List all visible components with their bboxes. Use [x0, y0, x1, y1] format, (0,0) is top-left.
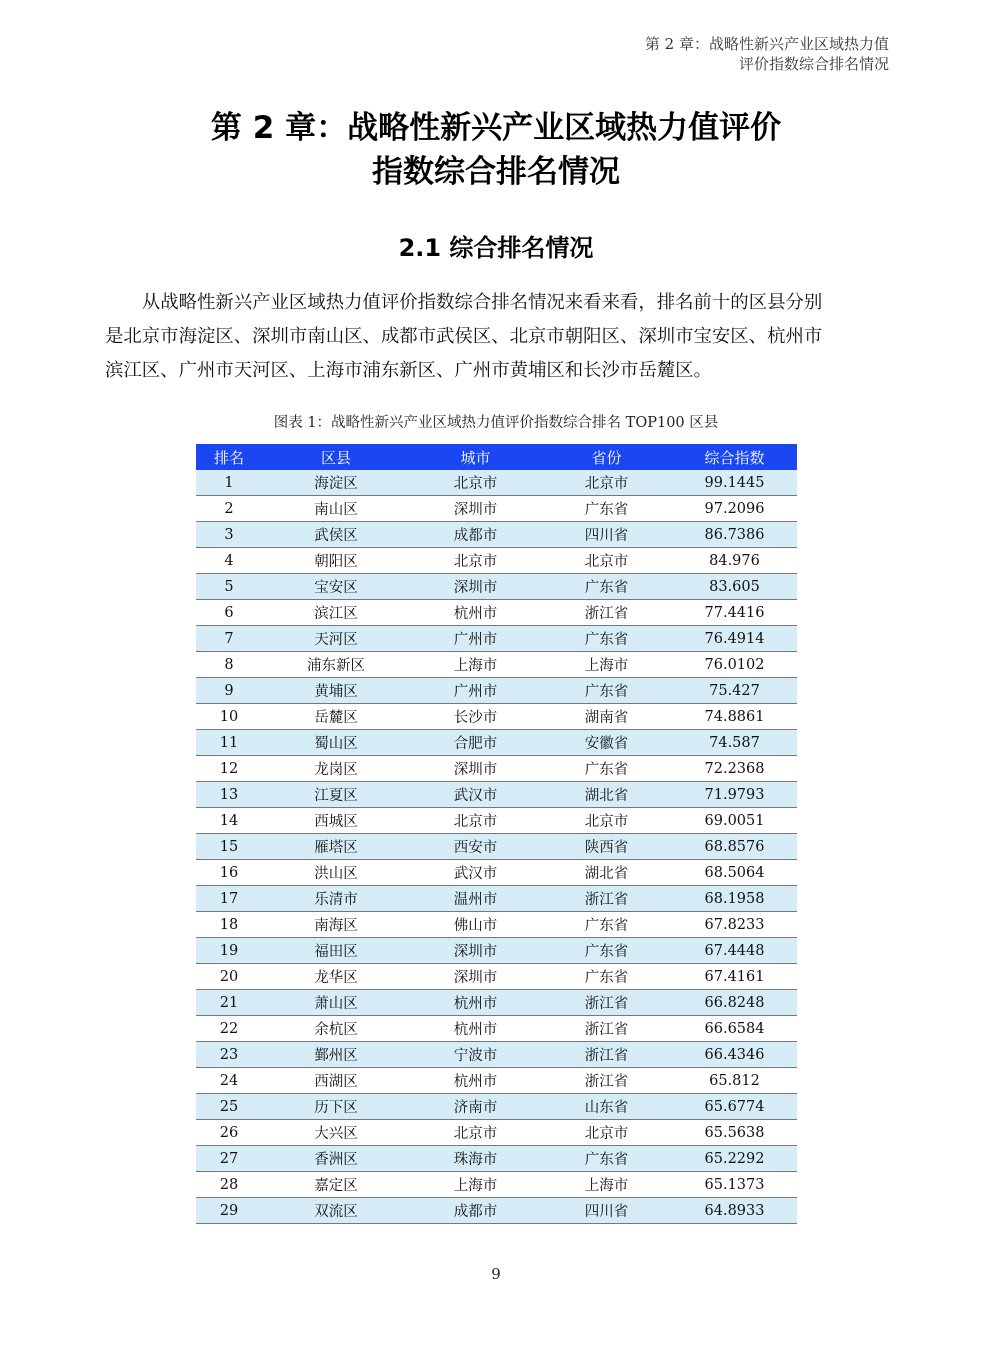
cell-city: 杭州市	[410, 990, 541, 1016]
table-row	[196, 886, 797, 912]
cell-district: 南海区	[262, 912, 410, 938]
cell-city: 宁波市	[410, 1042, 541, 1068]
cell-city: 深圳市	[410, 964, 541, 990]
cell-rank: 7	[196, 626, 262, 652]
section-title: 2.1 综合排名情况	[398, 234, 594, 262]
table-row	[196, 1042, 797, 1068]
cell-rank: 10	[196, 704, 262, 730]
table-row	[196, 1068, 797, 1094]
cell-rank: 19	[196, 938, 262, 964]
cell-province: 浙江省	[541, 886, 672, 912]
cell-province: 上海市	[541, 652, 672, 678]
cell-province: 北京市	[541, 548, 672, 574]
table-row	[196, 522, 797, 548]
cell-province: 上海市	[541, 1172, 672, 1198]
paragraph-line-1: 从战略性新兴产业区域热力值评价指数综合排名情况来看来看，排名前十的区县分别	[141, 292, 823, 313]
cell-province: 广东省	[541, 964, 672, 990]
cell-rank: 22	[196, 1016, 262, 1042]
cell-province: 浙江省	[541, 1016, 672, 1042]
cell-index: 72.2368	[672, 756, 797, 782]
cell-rank: 15	[196, 834, 262, 860]
cell-index: 65.812	[672, 1068, 797, 1094]
cell-district: 浦东新区	[262, 652, 410, 678]
table-row	[196, 782, 797, 808]
cell-province: 广东省	[541, 1146, 672, 1172]
cell-city: 广州市	[410, 678, 541, 704]
cell-city: 上海市	[410, 652, 541, 678]
cell-city: 北京市	[410, 470, 541, 496]
cell-district: 雁塔区	[262, 834, 410, 860]
cell-rank: 2	[196, 496, 262, 522]
table-row	[196, 678, 797, 704]
cell-index: 66.4346	[672, 1042, 797, 1068]
cell-index: 99.1445	[672, 470, 797, 496]
cell-province: 广东省	[541, 678, 672, 704]
cell-city: 珠海市	[410, 1146, 541, 1172]
page-number: 9	[491, 1265, 501, 1283]
cell-province: 四川省	[541, 1198, 672, 1224]
cell-index: 75.427	[672, 678, 797, 704]
cell-province: 湖南省	[541, 704, 672, 730]
cell-index: 74.587	[672, 730, 797, 756]
chapter-title-line-1: 第 2 章：战略性新兴产业区域热力值评价	[210, 110, 782, 146]
running-header	[389, 34, 889, 74]
cell-rank: 5	[196, 574, 262, 600]
cell-index: 76.4914	[672, 626, 797, 652]
cell-district: 武侯区	[262, 522, 410, 548]
table-row	[196, 1198, 797, 1224]
table-row	[196, 652, 797, 678]
cell-index: 66.8248	[672, 990, 797, 1016]
cell-city: 温州市	[410, 886, 541, 912]
cell-city: 深圳市	[410, 574, 541, 600]
cell-district: 余杭区	[262, 1016, 410, 1042]
cell-province: 浙江省	[541, 600, 672, 626]
header-rank: 排名	[196, 444, 262, 470]
table-row	[196, 938, 797, 964]
table-row	[196, 1120, 797, 1146]
cell-rank: 11	[196, 730, 262, 756]
cell-rank: 6	[196, 600, 262, 626]
table-row	[196, 990, 797, 1016]
cell-district: 龙华区	[262, 964, 410, 990]
cell-index: 65.1373	[672, 1172, 797, 1198]
table-row	[196, 1172, 797, 1198]
table-header-row	[196, 444, 797, 470]
cell-province: 山东省	[541, 1094, 672, 1120]
cell-index: 68.8576	[672, 834, 797, 860]
cell-district: 福田区	[262, 938, 410, 964]
table-row	[196, 496, 797, 522]
cell-district: 大兴区	[262, 1120, 410, 1146]
cell-province: 广东省	[541, 626, 672, 652]
cell-city: 佛山市	[410, 912, 541, 938]
cell-province: 湖北省	[541, 782, 672, 808]
cell-rank: 21	[196, 990, 262, 1016]
cell-rank: 18	[196, 912, 262, 938]
table-row	[196, 1016, 797, 1042]
cell-district: 乐清市	[262, 886, 410, 912]
cell-district: 龙岗区	[262, 756, 410, 782]
table-row	[196, 912, 797, 938]
cell-index: 69.0051	[672, 808, 797, 834]
cell-city: 深圳市	[410, 756, 541, 782]
cell-index: 68.1958	[672, 886, 797, 912]
table-caption: 图表 1：战略性新兴产业区域热力值评价指数综合排名 TOP100 区县	[273, 415, 719, 431]
cell-rank: 17	[196, 886, 262, 912]
cell-city: 武汉市	[410, 782, 541, 808]
cell-city: 杭州市	[410, 1016, 541, 1042]
header-district: 区县	[262, 444, 410, 470]
table-row	[196, 860, 797, 886]
running-header-line-1: 第 2 章：战略性新兴产业区域热力值	[644, 35, 889, 53]
header-city: 城市	[410, 444, 541, 470]
cell-city: 上海市	[410, 1172, 541, 1198]
cell-index: 65.5638	[672, 1120, 797, 1146]
cell-province: 广东省	[541, 496, 672, 522]
cell-rank: 13	[196, 782, 262, 808]
cell-rank: 28	[196, 1172, 262, 1198]
body-paragraph	[105, 286, 888, 388]
cell-rank: 14	[196, 808, 262, 834]
cell-city: 成都市	[410, 522, 541, 548]
cell-district: 西城区	[262, 808, 410, 834]
ranking-table	[196, 444, 797, 1224]
cell-index: 65.6774	[672, 1094, 797, 1120]
cell-province: 广东省	[541, 574, 672, 600]
cell-rank: 8	[196, 652, 262, 678]
cell-rank: 25	[196, 1094, 262, 1120]
cell-index: 71.9793	[672, 782, 797, 808]
table-row	[196, 548, 797, 574]
cell-province: 广东省	[541, 756, 672, 782]
header-index: 综合指数	[672, 444, 797, 470]
cell-rank: 4	[196, 548, 262, 574]
cell-district: 宝安区	[262, 574, 410, 600]
cell-rank: 16	[196, 860, 262, 886]
table-row	[196, 574, 797, 600]
cell-district: 鄞州区	[262, 1042, 410, 1068]
cell-city: 北京市	[410, 808, 541, 834]
table-row	[196, 730, 797, 756]
cell-province: 浙江省	[541, 1042, 672, 1068]
cell-index: 77.4416	[672, 600, 797, 626]
cell-index: 74.8861	[672, 704, 797, 730]
cell-rank: 1	[196, 470, 262, 496]
cell-rank: 29	[196, 1198, 262, 1224]
cell-province: 浙江省	[541, 990, 672, 1016]
cell-rank: 23	[196, 1042, 262, 1068]
cell-city: 北京市	[410, 548, 541, 574]
cell-rank: 9	[196, 678, 262, 704]
cell-district: 南山区	[262, 496, 410, 522]
cell-index: 67.4448	[672, 938, 797, 964]
table-row	[196, 756, 797, 782]
cell-rank: 3	[196, 522, 262, 548]
paragraph-line-2: 是北京市海淀区、深圳市南山区、成都市武侯区、北京市朝阳区、深圳市宝安区、杭州市	[105, 326, 823, 347]
cell-district: 朝阳区	[262, 548, 410, 574]
cell-rank: 26	[196, 1120, 262, 1146]
cell-district: 蜀山区	[262, 730, 410, 756]
cell-index: 65.2292	[672, 1146, 797, 1172]
cell-index: 67.4161	[672, 964, 797, 990]
cell-city: 北京市	[410, 1120, 541, 1146]
cell-index: 68.5064	[672, 860, 797, 886]
cell-city: 杭州市	[410, 1068, 541, 1094]
cell-index: 86.7386	[672, 522, 797, 548]
cell-city: 长沙市	[410, 704, 541, 730]
cell-province: 广东省	[541, 938, 672, 964]
cell-district: 江夏区	[262, 782, 410, 808]
cell-index: 64.8933	[672, 1198, 797, 1224]
cell-district: 滨江区	[262, 600, 410, 626]
cell-city: 广州市	[410, 626, 541, 652]
cell-district: 双流区	[262, 1198, 410, 1224]
table-row	[196, 808, 797, 834]
cell-province: 浙江省	[541, 1068, 672, 1094]
table-row	[196, 1146, 797, 1172]
cell-district: 西湖区	[262, 1068, 410, 1094]
cell-index: 67.8233	[672, 912, 797, 938]
cell-district: 洪山区	[262, 860, 410, 886]
cell-index: 97.2096	[672, 496, 797, 522]
cell-city: 深圳市	[410, 496, 541, 522]
cell-city: 杭州市	[410, 600, 541, 626]
cell-city: 武汉市	[410, 860, 541, 886]
cell-district: 海淀区	[262, 470, 410, 496]
chapter-title-line-2: 指数综合排名情况	[372, 154, 620, 190]
cell-index: 76.0102	[672, 652, 797, 678]
cell-district: 黄埔区	[262, 678, 410, 704]
cell-index: 66.6584	[672, 1016, 797, 1042]
cell-city: 济南市	[410, 1094, 541, 1120]
cell-province: 安徽省	[541, 730, 672, 756]
cell-city: 深圳市	[410, 938, 541, 964]
table-row	[196, 470, 797, 496]
cell-province: 北京市	[541, 808, 672, 834]
cell-province: 陕西省	[541, 834, 672, 860]
cell-rank: 24	[196, 1068, 262, 1094]
cell-province: 广东省	[541, 912, 672, 938]
table-row	[196, 1094, 797, 1120]
running-header-line-2: 评价指数综合排名情况	[738, 55, 889, 73]
cell-district: 萧山区	[262, 990, 410, 1016]
cell-rank: 27	[196, 1146, 262, 1172]
table-row	[196, 704, 797, 730]
cell-city: 合肥市	[410, 730, 541, 756]
table-row	[196, 600, 797, 626]
cell-city: 成都市	[410, 1198, 541, 1224]
cell-city: 西安市	[410, 834, 541, 860]
cell-district: 岳麓区	[262, 704, 410, 730]
cell-province: 湖北省	[541, 860, 672, 886]
cell-rank: 12	[196, 756, 262, 782]
cell-district: 天河区	[262, 626, 410, 652]
cell-province: 北京市	[541, 470, 672, 496]
table-row	[196, 964, 797, 990]
header-province: 省份	[541, 444, 672, 470]
chapter-title	[0, 106, 992, 194]
table-row	[196, 626, 797, 652]
cell-district: 香洲区	[262, 1146, 410, 1172]
paragraph-line-3: 滨江区、广州市天河区、上海市浦东新区、广州市黄埔区和长沙市岳麓区。	[105, 360, 712, 381]
cell-index: 84.976	[672, 548, 797, 574]
cell-province: 北京市	[541, 1120, 672, 1146]
cell-district: 历下区	[262, 1094, 410, 1120]
cell-index: 83.605	[672, 574, 797, 600]
table-row	[196, 834, 797, 860]
cell-district: 嘉定区	[262, 1172, 410, 1198]
cell-rank: 20	[196, 964, 262, 990]
cell-province: 四川省	[541, 522, 672, 548]
